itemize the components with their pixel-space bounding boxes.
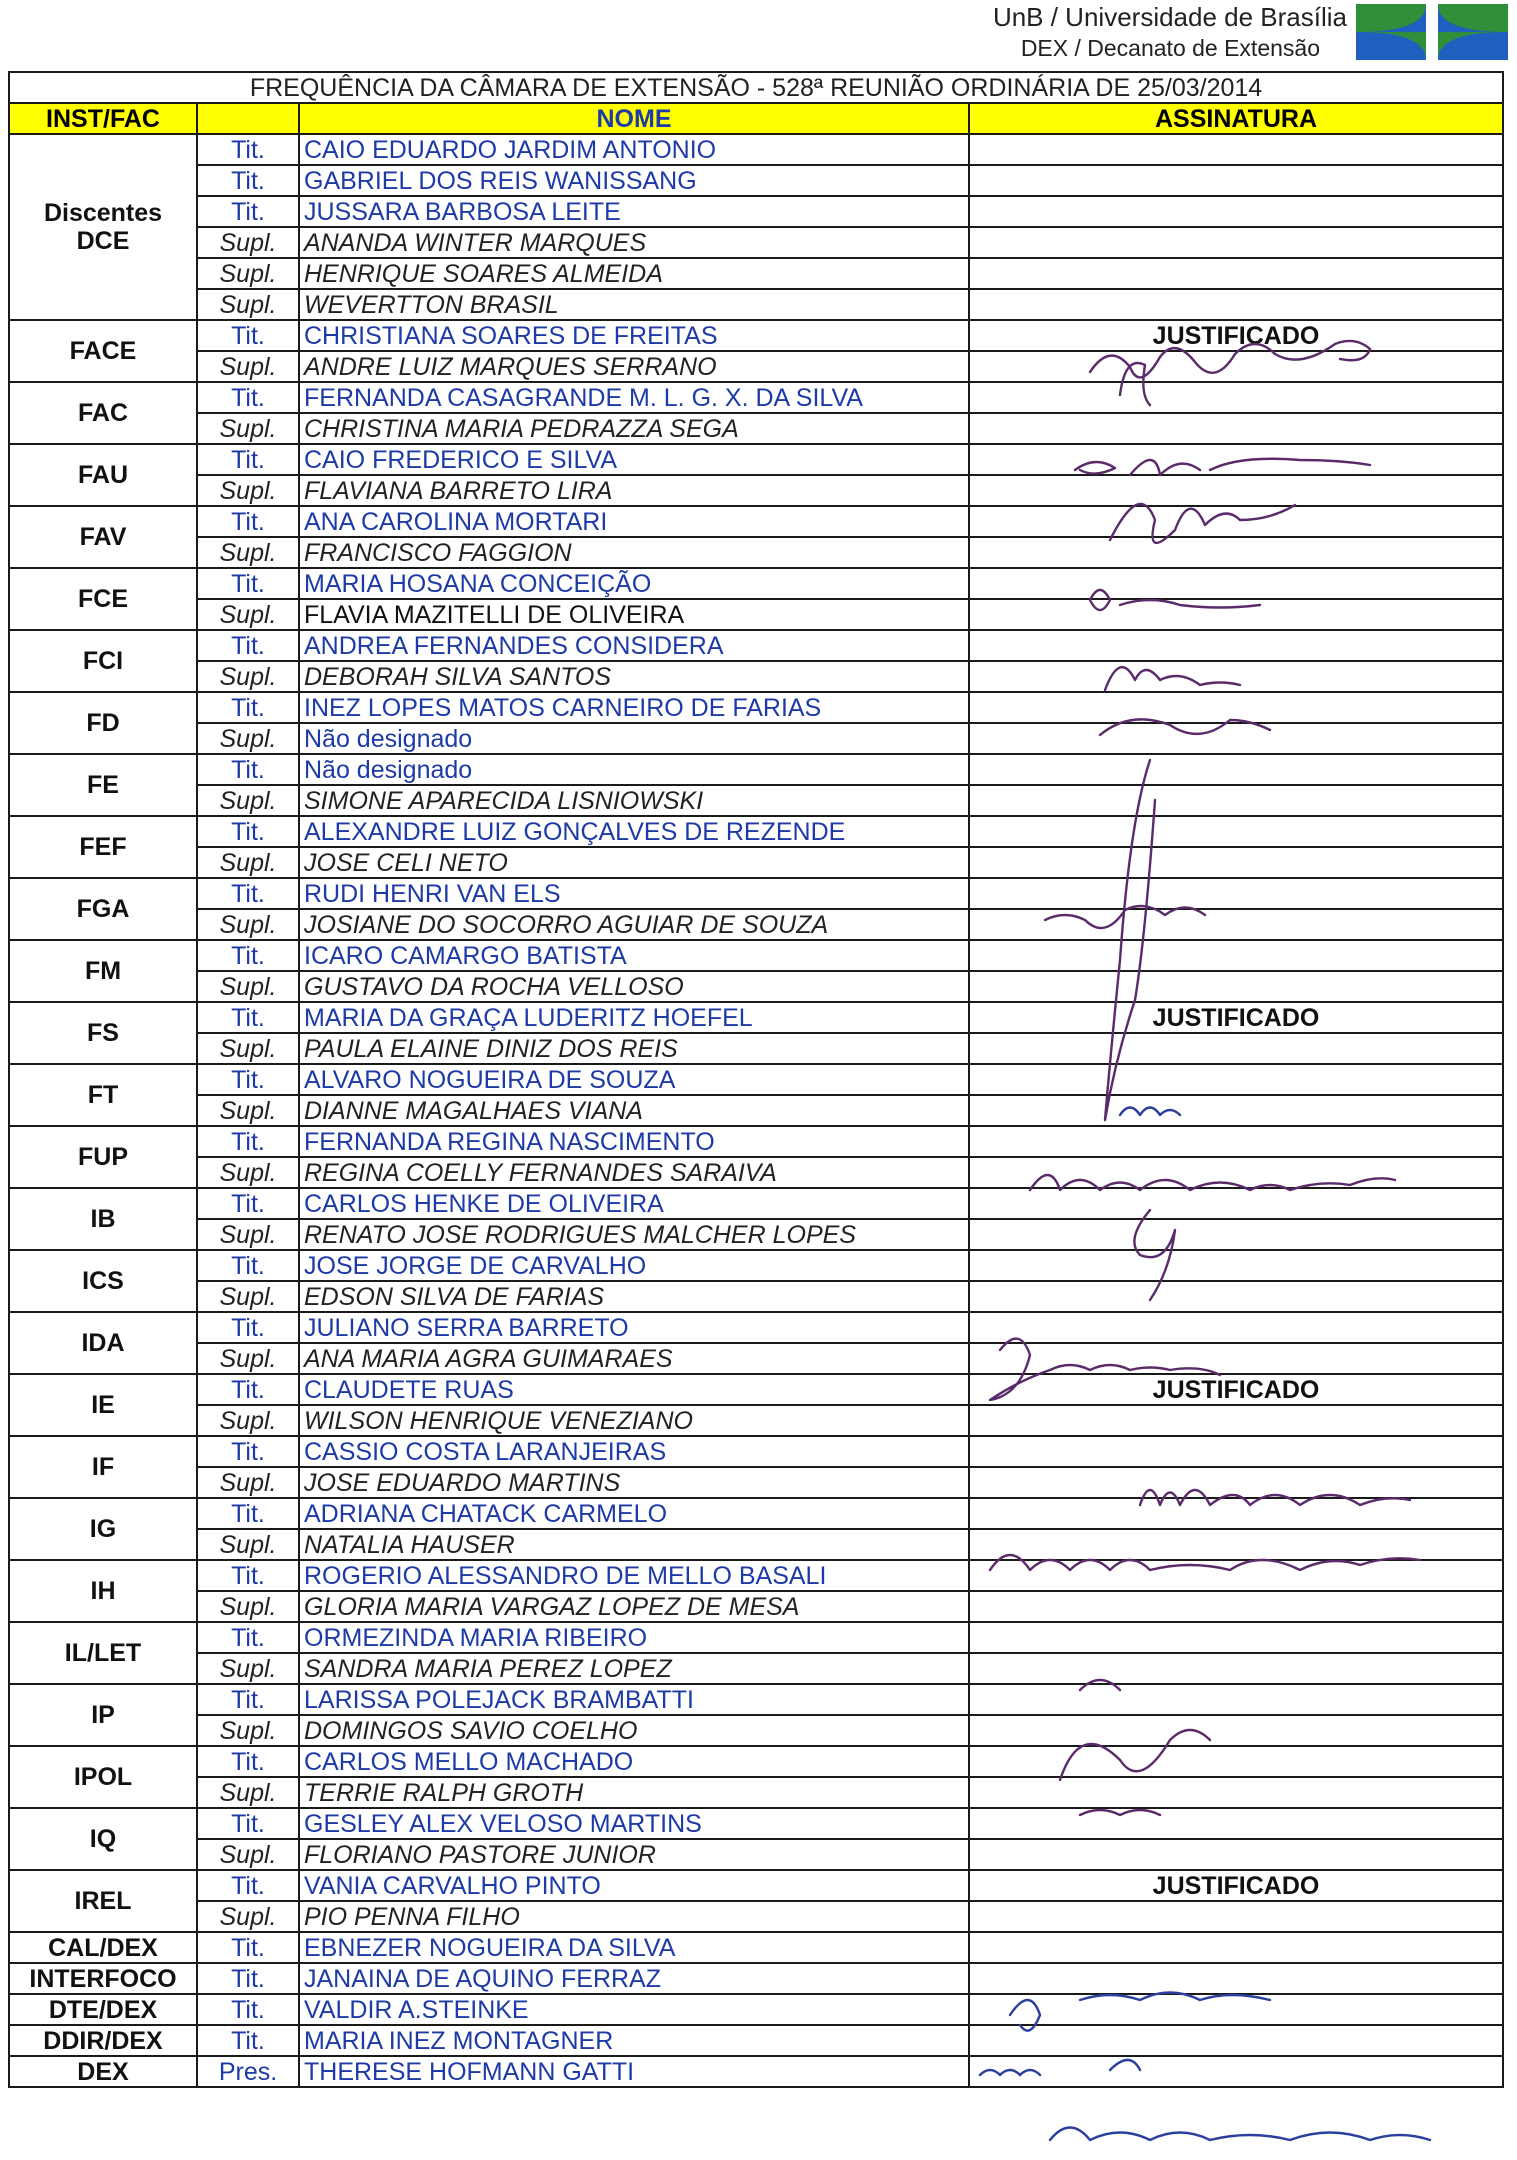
institution-cell: IL/LET [9,1622,197,1684]
role-cell: Tit. [197,1560,299,1591]
table-row [9,2025,1503,2056]
role-cell: Supl. [197,909,299,940]
signature-cell [969,940,1503,971]
role-cell: Supl. [197,1715,299,1746]
signature-cell [969,165,1503,196]
signature-cell [969,506,1503,537]
role-cell: Supl. [197,785,299,816]
table-row [9,1095,1503,1126]
table-row [9,661,1503,692]
signature-cell [969,2025,1503,2056]
table-row [9,1312,1503,1343]
signature-cell [969,2056,1503,2087]
institution-cell: FAV [9,506,197,568]
institution-cell: FAU [9,444,197,506]
signature-cell [969,1033,1503,1064]
institution-cell: DDIR/DEX [9,2025,197,2056]
signature-cell [969,1808,1503,1839]
role-cell: Tit. [197,754,299,785]
signature-dex [1050,2128,1430,2141]
signature-cell [969,1684,1503,1715]
table-row [9,723,1503,754]
signature-cell [969,1622,1503,1653]
role-cell: Tit. [197,1002,299,1033]
institution-cell: FM [9,940,197,1002]
signature-cell [969,382,1503,413]
signature-cell [969,754,1503,785]
role-cell: Tit. [197,630,299,661]
table-row [9,382,1503,413]
role-cell: Supl. [197,1529,299,1560]
table-row [9,1839,1503,1870]
table-row [9,506,1503,537]
role-cell: Tit. [197,1808,299,1839]
member-name-cell: MARIA INEZ MONTAGNER [299,2025,969,2056]
col-header-role [197,103,299,134]
member-name-cell: Não designado [299,723,969,754]
role-cell: Supl. [197,413,299,444]
table-row [9,1219,1503,1250]
member-name-cell: ALEXANDRE LUIZ GONÇALVES DE REZENDE [299,816,969,847]
institution-cell: IB [9,1188,197,1250]
table-row [9,1405,1503,1436]
member-name-cell: JOSE JORGE DE CARVALHO [299,1250,969,1281]
signature-cell [969,1157,1503,1188]
role-cell: Supl. [197,1467,299,1498]
role-cell: Supl. [197,1343,299,1374]
role-cell: Supl. [197,1839,299,1870]
member-name-cell: VALDIR A.STEINKE [299,1994,969,2025]
table-row [9,1436,1503,1467]
table-row [9,1653,1503,1684]
signature-cell [969,475,1503,506]
table-row [9,785,1503,816]
col-header-inst: INST/FAC [9,103,197,134]
member-name-cell: EDSON SILVA DE FARIAS [299,1281,969,1312]
signature-cell [969,258,1503,289]
table-row [9,692,1503,723]
signature-cell [969,1343,1503,1374]
role-cell: Pres. [197,2056,299,2087]
role-cell: Supl. [197,351,299,382]
table-row [9,1591,1503,1622]
member-name-cell: FERNANDA REGINA NASCIMENTO [299,1126,969,1157]
table-row [9,351,1503,382]
table-row [9,2056,1503,2087]
table-row [9,289,1503,320]
signature-cell [969,1126,1503,1157]
unb-logo [1356,4,1508,60]
member-name-cell: SANDRA MARIA PEREZ LOPEZ [299,1653,969,1684]
university-name: UnB / Universidade de Brasília [992,2,1347,32]
institution-cell: FE [9,754,197,816]
role-cell: Tit. [197,692,299,723]
role-cell: Supl. [197,1033,299,1064]
table-row [9,1064,1503,1095]
table-row [9,599,1503,630]
signature-cell [969,1715,1503,1746]
member-name-cell: MARIA HOSANA CONCEIÇÃO [299,568,969,599]
member-name-cell: FRANCISCO FAGGION [299,537,969,568]
member-name-cell: VANIA CARVALHO PINTO [299,1870,969,1901]
table-row [9,1622,1503,1653]
role-cell: Tit. [197,1932,299,1963]
page-header [0,0,1517,70]
table-row [9,134,1503,165]
signature-cell [969,444,1503,475]
signature-cell [969,1777,1503,1808]
institution-cell: FGA [9,878,197,940]
member-name-cell: MARIA DA GRAÇA LUDERITZ HOEFEL [299,1002,969,1033]
signature-cell [969,1498,1503,1529]
table-row [9,971,1503,1002]
signature-cell [969,568,1503,599]
signature-cell [969,1219,1503,1250]
institution-cell: FACE [9,320,197,382]
role-cell: Tit. [197,165,299,196]
role-cell: Supl. [197,1653,299,1684]
signature-cell [969,1591,1503,1622]
institution-cell: IPOL [9,1746,197,1808]
table-row [9,568,1503,599]
role-cell: Tit. [197,878,299,909]
member-name-cell: Não designado [299,754,969,785]
role-cell: Supl. [197,971,299,1002]
signature-cell [969,1529,1503,1560]
table-row [9,754,1503,785]
table-row [9,1188,1503,1219]
table-row [9,909,1503,940]
role-cell: Supl. [197,661,299,692]
institution-cell: FEF [9,816,197,878]
role-cell: Tit. [197,568,299,599]
signature-cell [969,1963,1503,1994]
institution-cell: FAC [9,382,197,444]
table-row [9,1374,1503,1405]
table-row [9,1529,1503,1560]
institution-cell: IP [9,1684,197,1746]
institution-cell: FD [9,692,197,754]
member-name-cell: THERESE HOFMANN GATTI [299,2056,969,2087]
role-cell: Supl. [197,1777,299,1808]
signature-cell [969,1746,1503,1777]
table-row [9,537,1503,568]
table-row [9,847,1503,878]
institution-cell: IQ [9,1808,197,1870]
signature-cell [969,1436,1503,1467]
member-name-cell: FLAVIANA BARRETO LIRA [299,475,969,506]
institution-cell: ICS [9,1250,197,1312]
member-name-cell: JULIANO SERRA BARRETO [299,1312,969,1343]
member-name-cell: CHRISTIANA SOARES DE FREITAS [299,320,969,351]
table-row [9,1746,1503,1777]
signature-cell [969,351,1503,382]
role-cell: Tit. [197,320,299,351]
table-row [9,165,1503,196]
role-cell: Tit. [197,1250,299,1281]
signature-cell [969,661,1503,692]
signature-cell [969,289,1503,320]
table-row [9,1126,1503,1157]
role-cell: Tit. [197,1870,299,1901]
member-name-cell: NATALIA HAUSER [299,1529,969,1560]
role-cell: Tit. [197,134,299,165]
role-cell: Supl. [197,537,299,568]
signature-cell [969,1653,1503,1684]
role-cell: Supl. [197,1281,299,1312]
table-row [9,444,1503,475]
institution-cell: FS [9,1002,197,1064]
signature-cell [969,227,1503,258]
column-header-row [9,103,1503,134]
signature-cell [969,134,1503,165]
table-row [9,227,1503,258]
role-cell: Supl. [197,723,299,754]
signature-cell: JUSTIFICADO [969,320,1503,351]
role-cell: Supl. [197,289,299,320]
institution-cell: Discentes DCE [9,134,197,320]
table-row [9,1870,1503,1901]
signature-cell [969,630,1503,661]
institution-cell: INTERFOCO [9,1963,197,1994]
col-header-name: NOME [299,103,969,134]
table-row [9,1002,1503,1033]
member-name-cell: JOSE CELI NETO [299,847,969,878]
role-cell: Tit. [197,1188,299,1219]
table-row [9,1963,1503,1994]
member-name-cell: CASSIO COSTA LARANJEIRAS [299,1436,969,1467]
institution-cell: DEX [9,2056,197,2087]
member-name-cell: HENRIQUE SOARES ALMEIDA [299,258,969,289]
member-name-cell: CAIO EDUARDO JARDIM ANTONIO [299,134,969,165]
signature-cell [969,971,1503,1002]
member-name-cell: ANANDA WINTER MARQUES [299,227,969,258]
member-name-cell: GABRIEL DOS REIS WANISSANG [299,165,969,196]
role-cell: Tit. [197,1126,299,1157]
institution-cell: IREL [9,1870,197,1932]
role-cell: Tit. [197,382,299,413]
signature-cell [969,723,1503,754]
role-cell: Tit. [197,1963,299,1994]
role-cell: Supl. [197,227,299,258]
institution-cell: IH [9,1560,197,1622]
member-name-cell: ANA MARIA AGRA GUIMARAES [299,1343,969,1374]
table-row [9,1157,1503,1188]
member-name-cell: ROGERIO ALESSANDRO DE MELLO BASALI [299,1560,969,1591]
member-name-cell: JUSSARA BARBOSA LEITE [299,196,969,227]
institution-cell: FCE [9,568,197,630]
member-name-cell: ADRIANA CHATACK CARMELO [299,1498,969,1529]
member-name-cell: ORMEZINDA MARIA RIBEIRO [299,1622,969,1653]
signature-cell: JUSTIFICADO [969,1870,1503,1901]
table-row [9,320,1503,351]
member-name-cell: EBNEZER NOGUEIRA DA SILVA [299,1932,969,1963]
member-name-cell: RENATO JOSE RODRIGUES MALCHER LOPES [299,1219,969,1250]
signature-cell [969,816,1503,847]
table-row [9,1777,1503,1808]
role-cell: Tit. [197,1746,299,1777]
table-row [9,878,1503,909]
signature-cell [969,413,1503,444]
signature-cell [969,1994,1503,2025]
institution-cell: IDA [9,1312,197,1374]
table-row [9,816,1503,847]
signature-cell [969,692,1503,723]
role-cell: Tit. [197,2025,299,2056]
institution-cell: IG [9,1498,197,1560]
member-name-cell: CARLOS MELLO MACHADO [299,1746,969,1777]
member-name-cell: ALVARO NOGUEIRA DE SOUZA [299,1064,969,1095]
role-cell: Supl. [197,1219,299,1250]
member-name-cell: JOSE EDUARDO MARTINS [299,1467,969,1498]
signature-cell [969,1405,1503,1436]
institution-cell: FCI [9,630,197,692]
table-row [9,940,1503,971]
member-name-cell: WEVERTTON BRASIL [299,289,969,320]
role-cell: Tit. [197,1312,299,1343]
table-row [9,196,1503,227]
role-cell: Tit. [197,1436,299,1467]
table-row [9,1343,1503,1374]
role-cell: Supl. [197,847,299,878]
table-row [9,475,1503,506]
signature-cell [969,909,1503,940]
table-row [9,1715,1503,1746]
signature-cell [969,1188,1503,1219]
role-cell: Supl. [197,1157,299,1188]
signature-cell [969,1467,1503,1498]
table-row [9,1250,1503,1281]
signature-cell [969,1901,1503,1932]
table-row [9,258,1503,289]
signature-cell [969,1281,1503,1312]
table-title-row [9,72,1503,103]
member-name-cell: PAULA ELAINE DINIZ DOS REIS [299,1033,969,1064]
table-row [9,1560,1503,1591]
role-cell: Tit. [197,1064,299,1095]
role-cell: Tit. [197,1498,299,1529]
role-cell: Tit. [197,816,299,847]
member-name-cell: CAIO FREDERICO E SILVA [299,444,969,475]
member-name-cell: DEBORAH SILVA SANTOS [299,661,969,692]
institution-cell: FT [9,1064,197,1126]
member-name-cell: FLORIANO PASTORE JUNIOR [299,1839,969,1870]
member-name-cell: SIMONE APARECIDA LISNIOWSKI [299,785,969,816]
institution-cell: IE [9,1374,197,1436]
signature-cell [969,785,1503,816]
signature-cell [969,1932,1503,1963]
role-cell: Supl. [197,1901,299,1932]
table-row [9,1033,1503,1064]
member-name-cell: GUSTAVO DA ROCHA VELLOSO [299,971,969,1002]
member-name-cell: ANDRE LUIZ MARQUES SERRANO [299,351,969,382]
institution-cell: FUP [9,1126,197,1188]
institution-cell: CAL/DEX [9,1932,197,1963]
signature-cell [969,599,1503,630]
role-cell: Supl. [197,599,299,630]
signature-cell [969,1250,1503,1281]
meeting-title: FREQUÊNCIA DA CÂMARA DE EXTENSÃO - 528ª REUNIÃO ORDINÁRIA DE 25/03/2014 [9,72,1503,103]
member-name-cell: CHRISTINA MARIA PEDRAZZA SEGA [299,413,969,444]
member-name-cell: CARLOS HENKE DE OLIVEIRA [299,1188,969,1219]
role-cell: Supl. [197,1591,299,1622]
table-row [9,1467,1503,1498]
attendance-table [8,71,1504,2088]
member-name-cell: PIO PENNA FILHO [299,1901,969,1932]
signature-cell [969,1095,1503,1126]
table-row [9,1281,1503,1312]
member-name-cell: ICARO CAMARGO BATISTA [299,940,969,971]
member-name-cell: DIANNE MAGALHAES VIANA [299,1095,969,1126]
role-cell: Supl. [197,1095,299,1126]
table-row [9,630,1503,661]
signature-cell [969,1064,1503,1095]
member-name-cell: WILSON HENRIQUE VENEZIANO [299,1405,969,1436]
dean-office-name: DEX / Decanato de Extensão [1020,35,1320,61]
institution-cell: DTE/DEX [9,1994,197,2025]
table-row [9,1684,1503,1715]
member-name-cell: FLAVIA MAZITELLI DE OLIVEIRA [299,599,969,630]
table-row [9,413,1503,444]
role-cell: Tit. [197,506,299,537]
table-row [9,1994,1503,2025]
member-name-cell: JOSIANE DO SOCORRO AGUIAR DE SOUZA [299,909,969,940]
col-header-signature: ASSINATURA [969,103,1503,134]
role-cell: Tit. [197,1994,299,2025]
member-name-cell: DOMINGOS SAVIO COELHO [299,1715,969,1746]
table-row [9,1808,1503,1839]
table-row [9,1901,1503,1932]
signature-cell [969,196,1503,227]
institution-cell: IF [9,1436,197,1498]
table-row [9,1932,1503,1963]
signature-cell [969,1839,1503,1870]
signature-cell: JUSTIFICADO [969,1374,1503,1405]
signature-cell [969,1560,1503,1591]
member-name-cell: RUDI HENRI VAN ELS [299,878,969,909]
role-cell: Tit. [197,1622,299,1653]
role-cell: Tit. [197,1684,299,1715]
member-name-cell: ANA CAROLINA MORTARI [299,506,969,537]
role-cell: Supl. [197,258,299,289]
signature-cell [969,878,1503,909]
member-name-cell: FERNANDA CASAGRANDE M. L. G. X. DA SILVA [299,382,969,413]
role-cell: Supl. [197,475,299,506]
role-cell: Tit. [197,940,299,971]
member-name-cell: GLORIA MARIA VARGAZ LOPEZ DE MESA [299,1591,969,1622]
signature-cell [969,1312,1503,1343]
role-cell: Tit. [197,196,299,227]
member-name-cell: GESLEY ALEX VELOSO MARTINS [299,1808,969,1839]
member-name-cell: LARISSA POLEJACK BRAMBATTI [299,1684,969,1715]
signature-cell: JUSTIFICADO [969,1002,1503,1033]
member-name-cell: ANDREA FERNANDES CONSIDERA [299,630,969,661]
role-cell: Tit. [197,444,299,475]
member-name-cell: JANAINA DE AQUINO FERRAZ [299,1963,969,1994]
member-name-cell: CLAUDETE RUAS [299,1374,969,1405]
table-row [9,1498,1503,1529]
member-name-cell: INEZ LOPES MATOS CARNEIRO DE FARIAS [299,692,969,723]
signature-cell [969,537,1503,568]
role-cell: Tit. [197,1374,299,1405]
member-name-cell: REGINA COELLY FERNANDES SARAIVA [299,1157,969,1188]
role-cell: Supl. [197,1405,299,1436]
signature-cell [969,847,1503,878]
member-name-cell: TERRIE RALPH GROTH [299,1777,969,1808]
